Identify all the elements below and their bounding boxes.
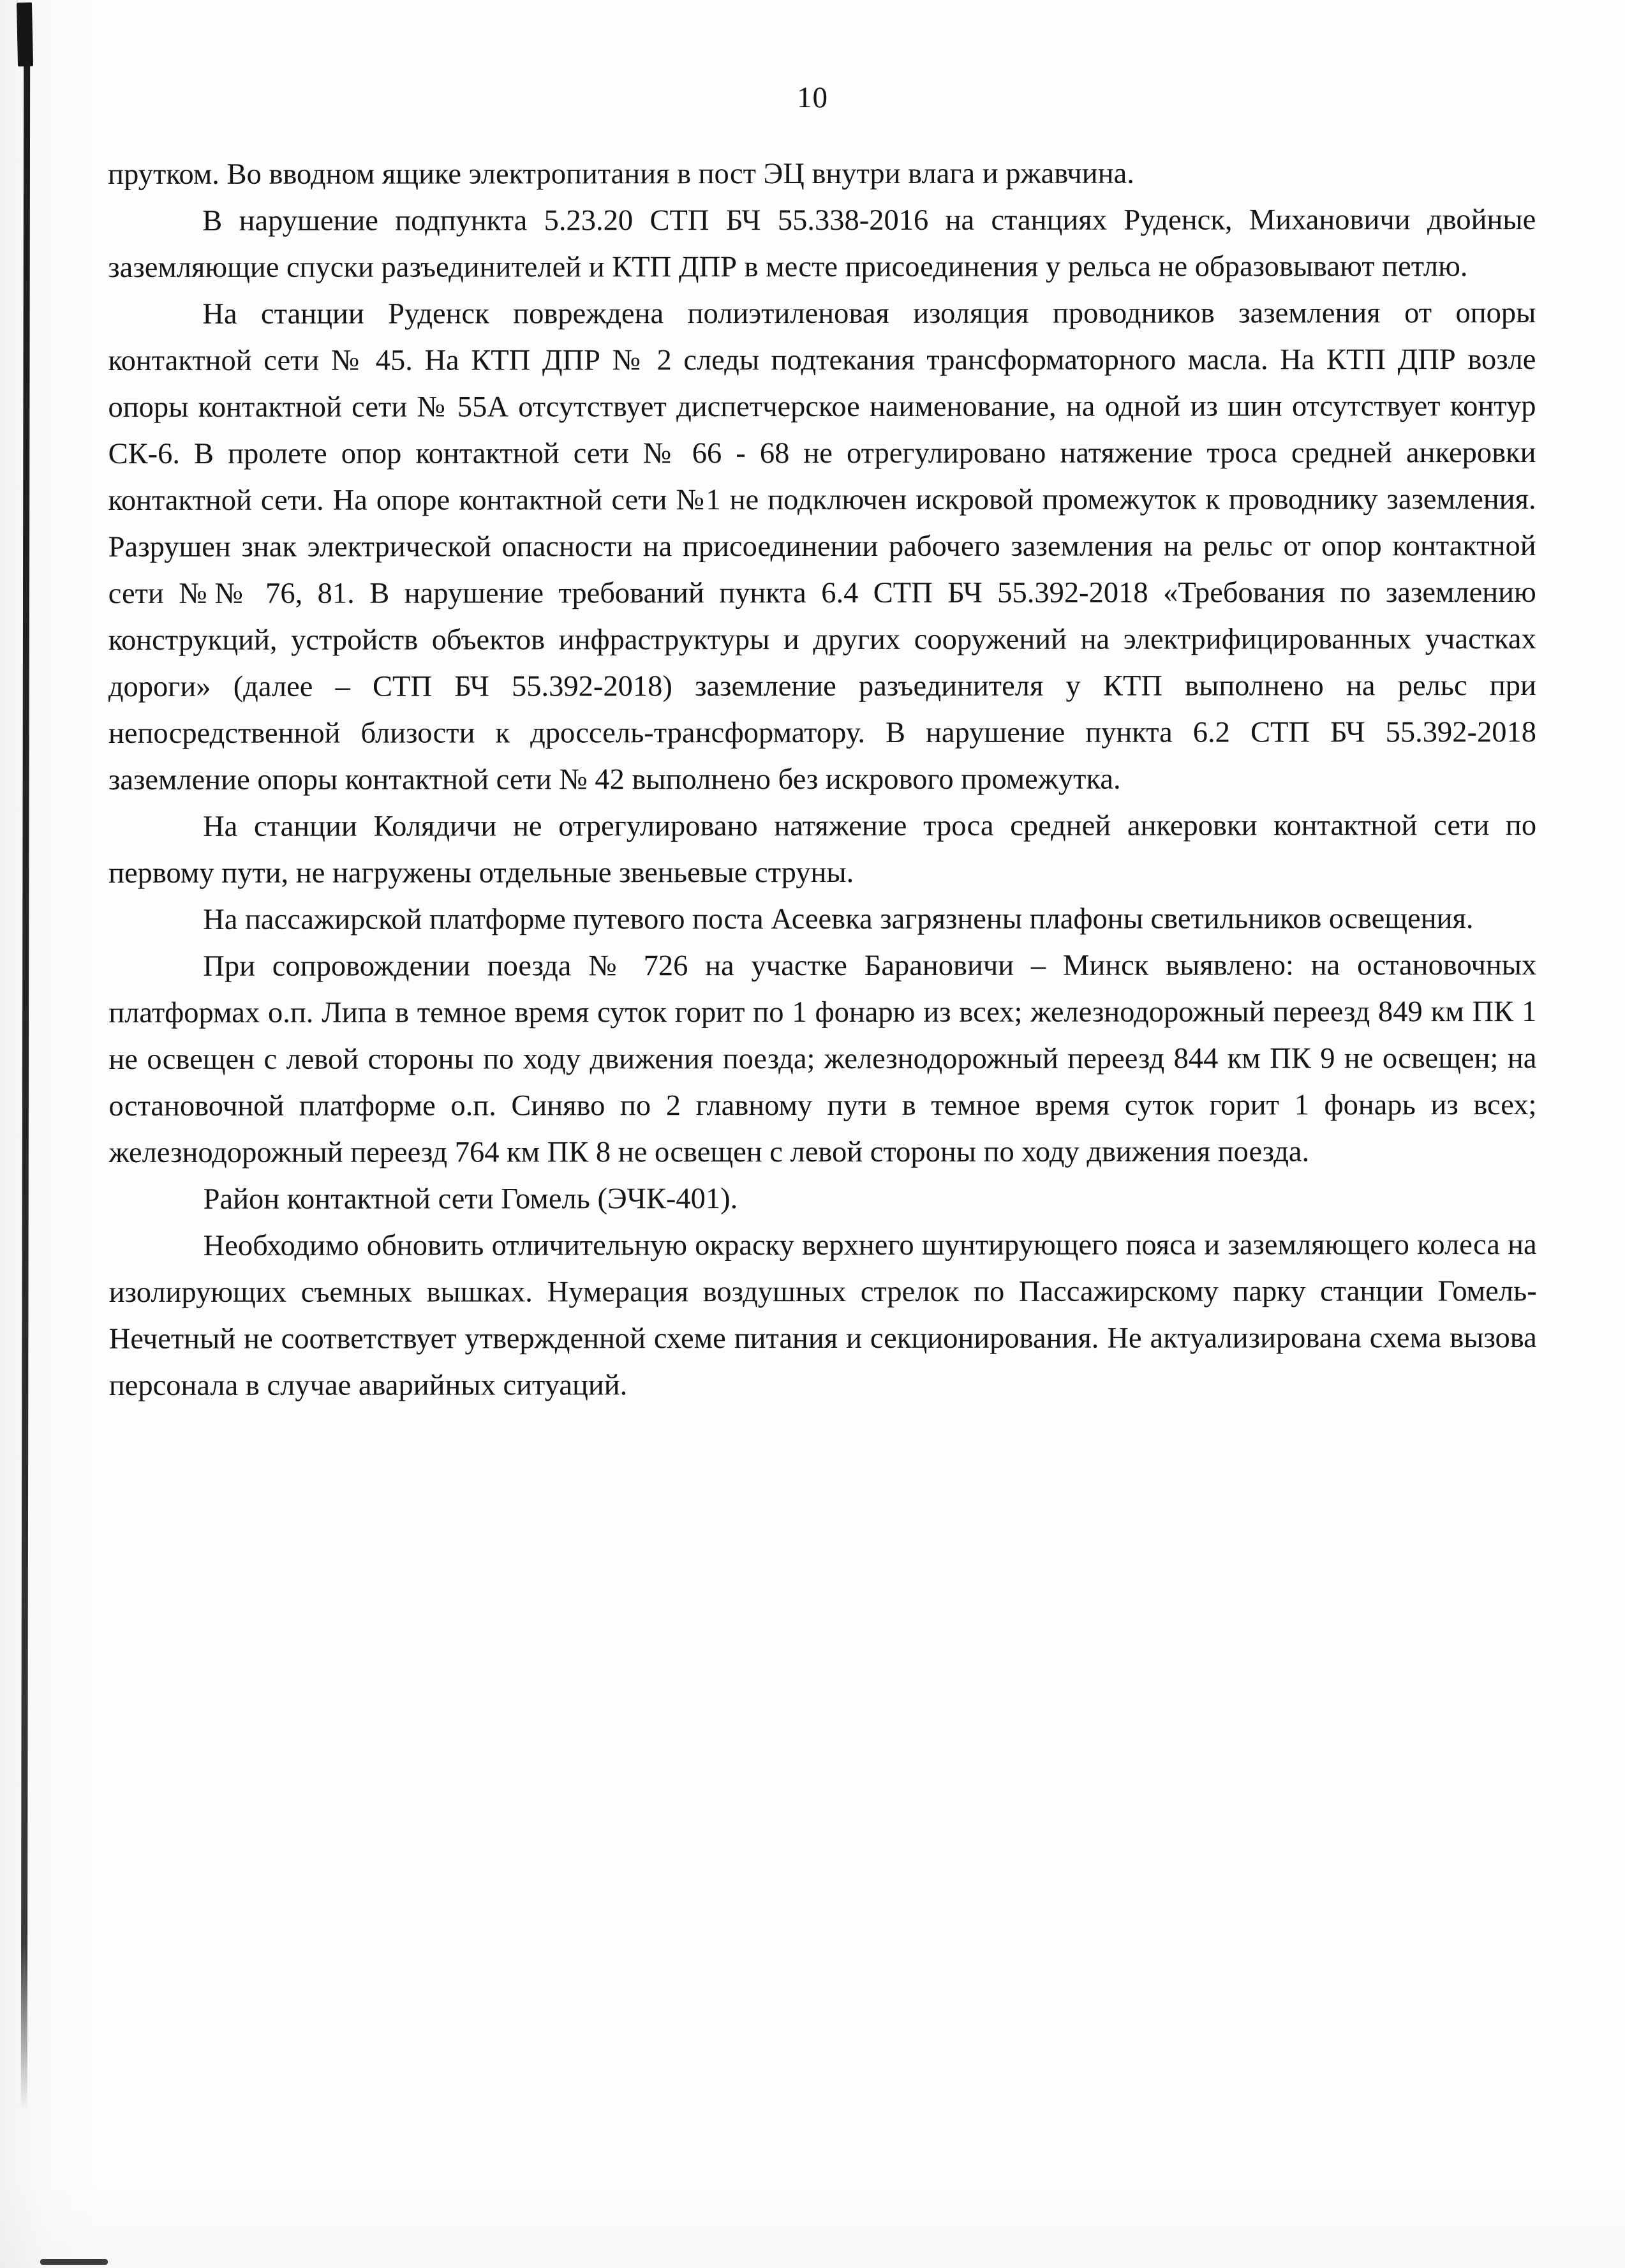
paragraph: На станции Колядичи не отрегулировано натяжение троса средней анкеровки контактной сети по первому пути, не нагружены отдельные звеньевые струны. — [108, 809, 1537, 890]
scan-artifact-left-line — [21, 8, 31, 2111]
page-number: 10 — [797, 81, 828, 114]
paragraph: В нарушение подпункта 5.23.20 СТП БЧ 55.338-2016 на станциях Руденск, Михановичи двойные заземляющие спуски разъединителей и КТП ДПР в месте присоединения у рельса не образовывают петлю. — [108, 204, 1536, 284]
paragraph: При сопровождении поезда № 726 на участке Барановичи – Минск выявлено: на остановочных платформах о.п. Липа в темное время суток горит по 1 фонарю из всех; железнодорожный переезд 849 км ПК 1 не освещен с левой стороны по ходу движения поезда; железнодорожный переезд 844 км ПК 9 не освещен; на остановочной платформе о.п. Синяво по 2 главному пути в темное время суток горит 1 фонарь из всех; железнодорожный переезд 764 км ПК 8 не освещен с левой стороны по ходу движения поезда. — [108, 949, 1537, 1169]
scan-artifact-left-line-top — [17, 3, 33, 66]
paragraph: На пассажирской платформе путевого поста Асеевка загрязнены плафоны светильников освещения. — [203, 902, 1474, 936]
scan-artifact-bottom-mark — [40, 2259, 108, 2265]
paragraph: Район контактной сети Гомель (ЭЧК-401). — [203, 1182, 738, 1216]
document-body — [108, 150, 1537, 1409]
paragraph: На станции Руденск повреждена полиэтиленовая изоляция проводников заземления от опоры контактной сети № 45. На КТП ДПР № 2 следы подтекания трансформаторного масла. На КТП ДПР возле опоры контактной сети № 55А отсутствует диспетчерское наименование, на одной из шин отсутствует контур СК-6. В пролете опор контактной сети № 66 - 68 не отрегулировано натяжение троса средней анкеровки контактной сети. На опоре контактной сети №1 не подключен искровой промежуток к проводнику заземления. Разрушен знак электрической опасности на присоединении рабочего заземления на рельс от опор контактной сети №№ 76, 81. В нарушение требований пункта 6.4 СТП БЧ 55.392-2018 «Требования по заземлению конструкций, устройств объектов инфраструктуры и других сооружений на электрифицированных участках дороги» (далее – СТП БЧ 55.392-2018) заземление разъединителя у КТП выполнено на рельс при непосредственной близости к дроссель-трансформатору. В нарушение пункта 6.2 СТП БЧ 55.392-2018 заземление опоры контактной сети № 42 выполнено без искрового промежутка. — [108, 297, 1536, 796]
paragraph-continuation: прутком. Во вводном ящике электропитания в пост ЭЦ внутри влага и ржавчина. — [108, 157, 1134, 191]
paragraph: Необходимо обновить отличительную окраску верхнего шунтирующего пояса и заземляющего колеса на изолирующих съемных вышках. Нумерация воздушных стрелок по Пассажирскому парку станции Гомель-Нечетный не соответствует утвержденной схеме питания и секционирования. Не актуализирована схема вызова персонала в случае аварийных ситуаций. — [108, 1228, 1537, 1402]
